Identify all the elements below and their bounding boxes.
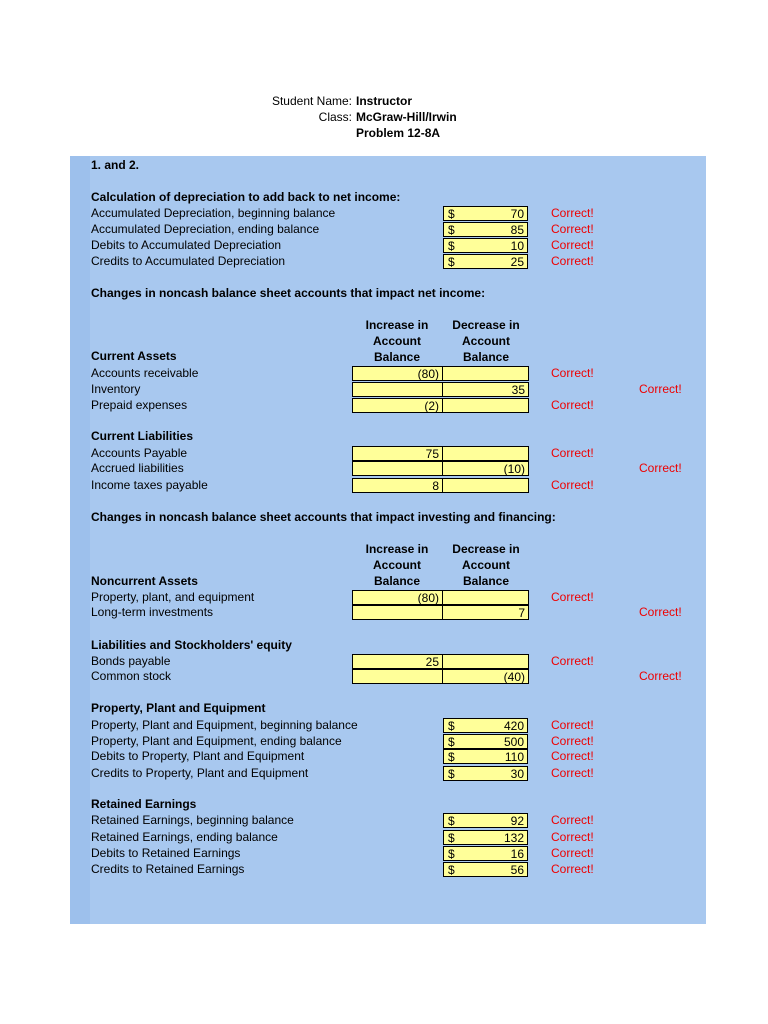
- decrease-cell[interactable]: [442, 446, 529, 461]
- student-name-value: Instructor: [356, 94, 413, 108]
- re-row-value: 16: [510, 847, 524, 861]
- decrease-column-header: [441, 541, 531, 589]
- decrease-cell[interactable]: [442, 654, 529, 669]
- increase-cell[interactable]: [352, 590, 443, 605]
- current-liabilities-row-label: Income taxes payable: [91, 478, 208, 492]
- correct-feedback: Correct!: [551, 718, 594, 732]
- re-row-value-cell[interactable]: [443, 813, 528, 828]
- decrease-cell[interactable]: [442, 398, 529, 413]
- re-row-value: 132: [503, 831, 524, 845]
- investing-changes-title: Changes in noncash balance sheet accounts that impact investing and financing:: [91, 510, 556, 524]
- re-row-label: Retained Earnings, beginning balance: [91, 813, 294, 827]
- correct-feedback: Correct!: [639, 382, 682, 396]
- correct-feedback: Correct!: [551, 654, 594, 668]
- re-row-value: 92: [510, 814, 524, 828]
- ppe-row-value: 420: [503, 719, 524, 733]
- ppe-row-value-cell[interactable]: [443, 718, 528, 733]
- increase-value: 25: [425, 655, 439, 669]
- dep-row-label: Accumulated Depreciation, beginning balance: [91, 206, 336, 220]
- re-row-value-cell[interactable]: [443, 830, 528, 845]
- increase-cell[interactable]: [352, 654, 443, 669]
- liabilities-equity-row-label: Common stock: [91, 669, 172, 683]
- decrease-cell[interactable]: [442, 366, 529, 381]
- retained-earnings-title: Retained Earnings: [91, 797, 197, 811]
- ppe-row-label: Property, Plant and Equipment, ending balance: [91, 734, 342, 748]
- dep-row-value: 85: [510, 223, 524, 237]
- increase-cell[interactable]: [352, 478, 443, 493]
- correct-feedback: Correct!: [551, 734, 594, 748]
- col-header-line: Account: [373, 334, 421, 348]
- currency-sign: $: [448, 814, 455, 828]
- correct-feedback: Correct!: [551, 846, 594, 860]
- decrease-value: (40): [503, 670, 525, 684]
- decrease-cell[interactable]: [442, 605, 529, 620]
- re-row-value: 56: [510, 863, 524, 877]
- increase-value: 8: [432, 479, 439, 493]
- col-header-line: Account: [462, 334, 510, 348]
- correct-feedback: Correct!: [639, 605, 682, 619]
- col-header-line: Increase in: [365, 542, 429, 556]
- correct-feedback: Correct!: [639, 669, 682, 683]
- current-assets-row-label: Prepaid expenses: [91, 398, 188, 412]
- net-income-changes-title: Changes in noncash balance sheet accounts that impact net income:: [91, 286, 486, 300]
- dep-row-value-cell[interactable]: [443, 254, 528, 269]
- current-assets-row-label: Accounts receivable: [91, 366, 199, 380]
- ppe-row-value: 500: [503, 735, 524, 749]
- dep-row-value-cell[interactable]: [443, 206, 528, 221]
- increase-cell[interactable]: [352, 382, 443, 397]
- ppe-row-value-cell[interactable]: [443, 749, 528, 764]
- ppe-row-label: Credits to Property, Plant and Equipment: [91, 766, 309, 780]
- dep-row-value-cell[interactable]: [443, 238, 528, 253]
- decrease-cell[interactable]: [442, 461, 529, 476]
- dep-row-value: 10: [510, 239, 524, 253]
- dep-row-label: Debits to Accumulated Depreciation: [91, 238, 282, 252]
- correct-feedback: Correct!: [551, 862, 594, 876]
- current-liabilities-title: Current Liabilities: [91, 429, 194, 443]
- decrease-column-header: [441, 317, 531, 365]
- dep-row-value: 25: [510, 255, 524, 269]
- worksheet-edge: [70, 156, 90, 924]
- correct-feedback: Correct!: [551, 398, 594, 412]
- currency-sign: $: [448, 223, 455, 237]
- increase-value: 75: [425, 447, 439, 461]
- increase-column-header: [352, 317, 442, 365]
- correct-feedback: Correct!: [551, 749, 594, 763]
- currency-sign: $: [448, 750, 455, 764]
- col-header-line: Balance: [373, 350, 421, 364]
- correct-feedback: Correct!: [551, 813, 594, 827]
- decrease-cell[interactable]: [442, 478, 529, 493]
- correct-feedback: Correct!: [551, 222, 594, 236]
- ppe-row-label: Property, Plant and Equipment, beginning balance: [91, 718, 358, 732]
- correct-feedback: Correct!: [551, 254, 594, 268]
- correct-feedback: Correct!: [551, 830, 594, 844]
- currency-sign: $: [448, 847, 455, 861]
- noncurrent-assets-row-label: Property, plant, and equipment: [91, 590, 255, 604]
- correct-feedback: Correct!: [551, 206, 594, 220]
- currency-sign: $: [448, 207, 455, 221]
- current-liabilities-row-label: Accounts Payable: [91, 446, 188, 460]
- decrease-value: (10): [503, 462, 525, 476]
- col-header-line: Balance: [462, 350, 510, 364]
- increase-cell[interactable]: [352, 605, 443, 620]
- section-title: 1. and 2.: [91, 158, 140, 172]
- increase-value: (80): [417, 367, 439, 381]
- current-assets-title: Current Assets: [91, 349, 177, 363]
- correct-feedback: Correct!: [551, 590, 594, 604]
- ppe-row-value: 30: [510, 767, 524, 781]
- dep-row-value: 70: [510, 207, 524, 221]
- increase-cell[interactable]: [352, 461, 443, 476]
- ppe-row-value-cell[interactable]: [443, 734, 528, 749]
- increase-cell[interactable]: [352, 446, 443, 461]
- dep-row-value-cell[interactable]: [443, 222, 528, 237]
- dep-row-label: Accumulated Depreciation, ending balance: [91, 222, 320, 236]
- noncurrent-assets-title: Noncurrent Assets: [91, 574, 198, 588]
- correct-feedback: Correct!: [551, 766, 594, 780]
- increase-column-header: [352, 541, 442, 589]
- decrease-cell[interactable]: [442, 669, 529, 684]
- liabilities-equity-row-label: Bonds payable: [91, 654, 171, 668]
- problem-title: Problem 12-8A: [356, 126, 441, 140]
- liabilities-equity-title: Liabilities and Stockholders' equity: [91, 638, 292, 652]
- re-row-value-cell[interactable]: [443, 862, 528, 877]
- col-header-line: Increase in: [365, 318, 429, 332]
- ppe-row-value: 110: [504, 750, 524, 764]
- increase-value: (80): [417, 591, 439, 605]
- decrease-cell[interactable]: [442, 590, 529, 605]
- col-header-line: Balance: [462, 574, 510, 588]
- currency-sign: $: [448, 767, 455, 781]
- increase-cell[interactable]: [352, 398, 443, 413]
- currency-sign: $: [448, 863, 455, 877]
- correct-feedback: Correct!: [551, 238, 594, 252]
- student-name-label: Student Name:: [271, 94, 352, 108]
- currency-sign: $: [448, 239, 455, 253]
- depreciation-title: Calculation of depreciation to add back to net income:: [91, 190, 401, 204]
- re-row-label: Debits to Retained Earnings: [91, 846, 241, 860]
- ppe-row-label: Debits to Property, Plant and Equipment: [91, 749, 305, 763]
- class-value: McGraw-Hill/Irwin: [356, 110, 457, 124]
- decrease-cell[interactable]: [442, 382, 529, 397]
- decrease-value: 7: [518, 606, 525, 620]
- correct-feedback: Correct!: [551, 478, 594, 492]
- col-header-line: Account: [462, 558, 510, 572]
- re-row-value-cell[interactable]: [443, 846, 528, 861]
- correct-feedback: Correct!: [639, 461, 682, 475]
- re-row-label: Retained Earnings, ending balance: [91, 830, 278, 844]
- currency-sign: $: [448, 719, 455, 733]
- dep-row-label: Credits to Accumulated Depreciation: [91, 254, 286, 268]
- correct-feedback: Correct!: [551, 366, 594, 380]
- col-header-line: Decrease in: [452, 542, 520, 556]
- re-row-label: Credits to Retained Earnings: [91, 862, 245, 876]
- col-header-line: Account: [373, 558, 421, 572]
- class-label: Class:: [318, 110, 352, 124]
- currency-sign: $: [448, 255, 455, 269]
- correct-feedback: Correct!: [551, 446, 594, 460]
- current-liabilities-row-label: Accrued liabilities: [91, 461, 184, 475]
- col-header-line: Balance: [373, 574, 421, 588]
- ppe-row-value-cell[interactable]: [443, 766, 528, 781]
- currency-sign: $: [448, 735, 455, 749]
- noncurrent-assets-row-label: Long-term investments: [91, 605, 214, 619]
- increase-value: (2): [424, 399, 439, 413]
- ppe-title: Property, Plant and Equipment: [91, 701, 266, 715]
- increase-cell[interactable]: [352, 669, 443, 684]
- increase-cell[interactable]: [352, 366, 443, 381]
- currency-sign: $: [448, 831, 455, 845]
- current-assets-row-label: Inventory: [91, 382, 141, 396]
- decrease-value: 35: [511, 383, 525, 397]
- col-header-line: Decrease in: [452, 318, 520, 332]
